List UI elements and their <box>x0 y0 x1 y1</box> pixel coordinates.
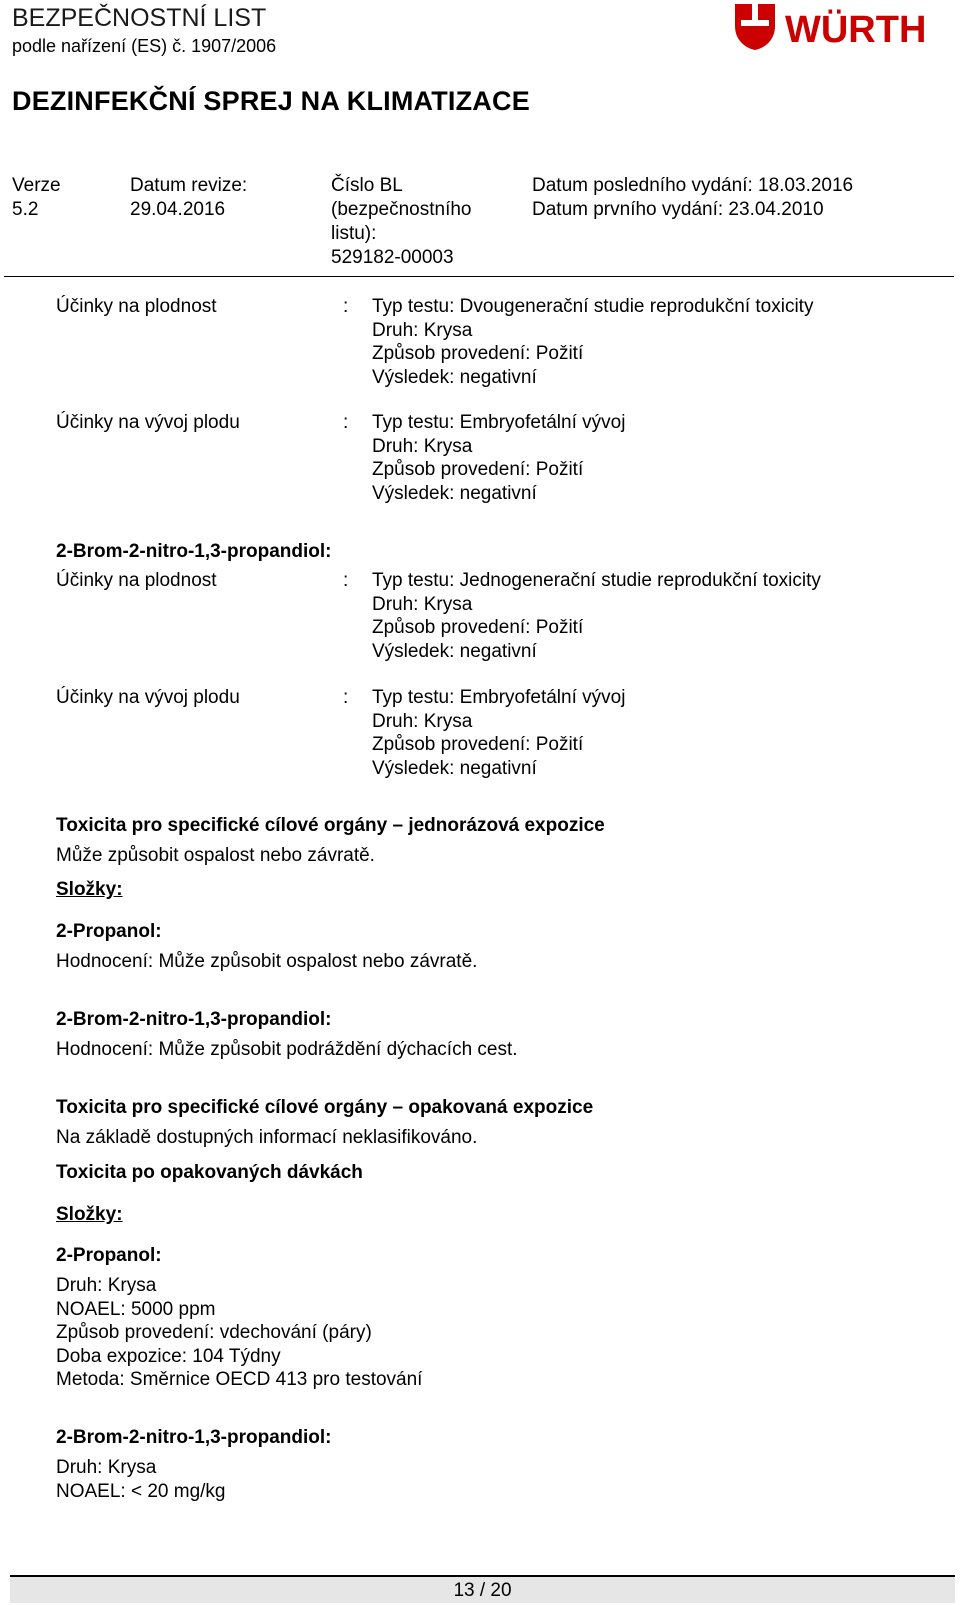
header-divider <box>4 276 954 277</box>
fertility-label: Účinky na plodnost <box>56 570 217 591</box>
first-issue-date: Datum prvního vydání: 23.04.2010 <box>532 199 824 220</box>
regulation-subtitle: podle nařízení (ES) č. 1907/2006 <box>12 36 277 56</box>
bronopol-heading: 2-Brom-2-nitro-1,3-propandiol: <box>56 1009 332 1030</box>
separator: : <box>343 412 349 433</box>
route: Způsob provedení: Požití <box>372 617 584 638</box>
method: Metoda: Směrnice OECD 413 pro testování <box>56 1369 423 1390</box>
development-values <box>372 686 960 780</box>
revision-label: Datum revize: <box>130 175 248 196</box>
route: Způsob provedení: Požití <box>372 459 584 480</box>
bronopol-assessment: Hodnocení: Může způsobit podráždění dýchacích cest. <box>56 1039 518 1060</box>
sds-number-value: 529182-00003 <box>331 247 454 268</box>
species: Druh: Krysa <box>56 1457 157 1478</box>
species: Druh: Krysa <box>372 593 473 615</box>
species: Druh: Krysa <box>56 1275 157 1296</box>
propanol-assessment: Hodnocení: Může způsobit ospalost nebo závratě. <box>56 951 478 972</box>
stot-se-text: Může způsobit ospalost nebo závratě. <box>56 845 375 866</box>
version-value: 5.2 <box>12 199 39 220</box>
document-title: BEZPEČNOSTNÍ LIST <box>12 4 267 32</box>
species: Druh: Krysa <box>372 710 473 732</box>
noael: NOAEL: 5000 ppm <box>56 1298 216 1320</box>
species: Druh: Krysa <box>372 435 473 457</box>
exposure-duration: Doba expozice: 104 Týdny <box>56 1345 281 1367</box>
logo-text: WÜRTH <box>785 9 927 51</box>
development-label: Účinky na vývoj plodu <box>56 412 240 433</box>
propanol-heading: 2-Propanol: <box>56 921 162 942</box>
propanol-values <box>56 1274 422 1392</box>
route: Způsob provedení: vdechování (páry) <box>56 1322 372 1343</box>
bronopol-heading: 2-Brom-2-nitro-1,3-propandiol: <box>56 1427 332 1448</box>
issue-dates-block <box>532 174 853 222</box>
fertility-values <box>372 295 960 389</box>
result: Výsledek: negativní <box>372 757 537 779</box>
sds-number-label: Číslo BL <box>331 175 403 196</box>
sds-number-block <box>331 174 472 270</box>
version-label: Verze <box>12 175 61 196</box>
development-label: Účinky na vývoj plodu <box>56 687 240 708</box>
test-type: Typ testu: Embryofetální vývoj <box>372 687 626 708</box>
separator: : <box>343 570 349 591</box>
route: Způsob provedení: Požití <box>372 343 584 364</box>
development-values <box>372 411 960 505</box>
separator: : <box>343 687 349 708</box>
bronopol-heading: 2-Brom-2-nitro-1,3-propandiol: <box>56 541 332 562</box>
test-type: Typ testu: Embryofetální vývoj <box>372 412 626 433</box>
components-heading: Složky: <box>56 1204 123 1225</box>
species: Druh: Krysa <box>372 319 473 341</box>
last-issue-date: Datum posledního vydání: 18.03.2016 <box>532 175 854 196</box>
components-heading: Složky: <box>56 879 123 900</box>
bronopol-values <box>56 1456 226 1503</box>
product-name: DEZINFEKČNÍ SPREJ NA KLIMATIZACE <box>12 86 530 116</box>
separator: : <box>343 296 349 317</box>
test-type: Typ testu: Dvougenerační studie reprodukční toxicity <box>372 296 814 317</box>
repeated-dose-heading: Toxicita po opakovaných dávkách <box>56 1162 363 1183</box>
revision-value: 29.04.2016 <box>130 199 226 220</box>
propanol-heading: 2-Propanol: <box>56 1245 162 1266</box>
revision-block <box>130 174 247 222</box>
stot-se-heading: Toxicita pro specifické cílové orgány – jednorázová expozice <box>56 815 605 836</box>
sds-number-label-2: (bezpečnostního <box>331 199 472 220</box>
fertility-values <box>372 569 960 663</box>
stot-re-text: Na základě dostupných informací neklasifikováno. <box>56 1127 478 1148</box>
version-block <box>12 174 61 222</box>
result: Výsledek: negativní <box>372 482 537 504</box>
result: Výsledek: negativní <box>372 366 537 388</box>
wurth-logo <box>733 2 955 52</box>
sds-number-label-3: listu): <box>331 223 377 244</box>
page-number: 13 / 20 <box>453 1580 512 1601</box>
test-type: Typ testu: Jednogenerační studie reprodukční toxicity <box>372 570 821 591</box>
fertility-label: Účinky na plodnost <box>56 296 217 317</box>
stot-re-heading: Toxicita pro specifické cílové orgány – opakovaná expozice <box>56 1097 594 1118</box>
noael: NOAEL: < 20 mg/kg <box>56 1480 226 1502</box>
result: Výsledek: negativní <box>372 640 537 662</box>
route: Způsob provedení: Požití <box>372 734 584 755</box>
